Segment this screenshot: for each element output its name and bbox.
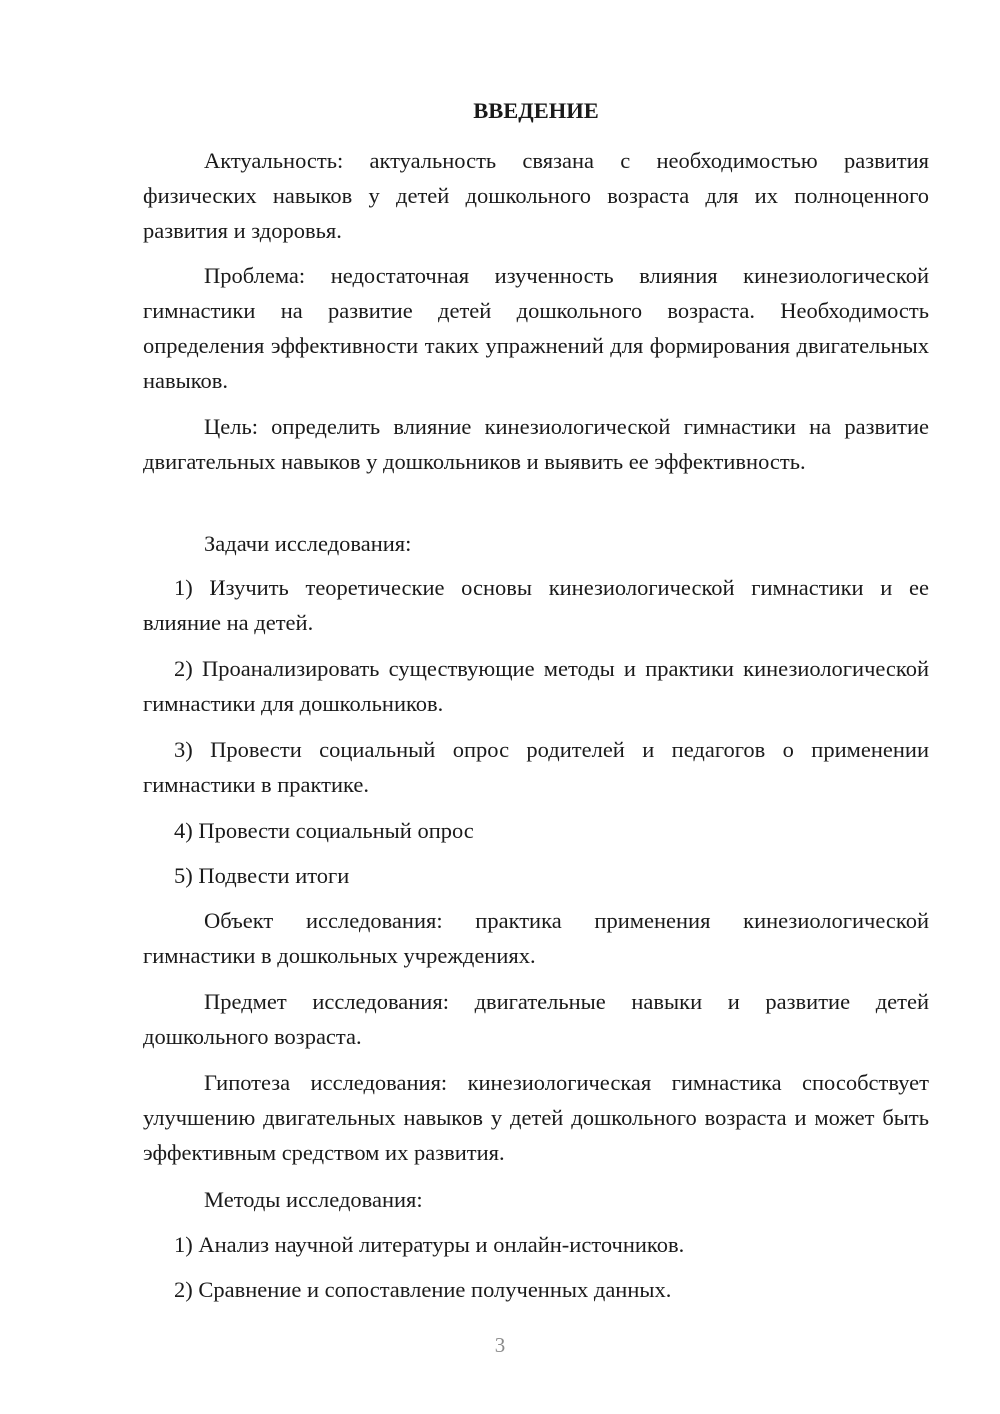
paragraph-object: Объект исследования: практика применения кинезиологической гимнастики в дошкольных учреждениях. — [143, 908, 929, 968]
method-item-2: 2) Сравнение и сопоставление полученных данных. — [174, 1277, 672, 1302]
section-title: ВВЕДЕНИЕ — [473, 98, 599, 123]
paragraph-tasks-heading: Задачи исследования: — [204, 531, 412, 556]
paragraph-subject: Предмет исследования: двигательные навыки и развитие детей дошкольного возраста. — [143, 989, 929, 1049]
paragraph-hypothesis: Гипотеза исследования: кинезиологическая гимнастика способствует улучшению двигательных навыков у детей дошкольного возраста и может быть эффективным средством их развития. — [143, 1070, 929, 1165]
paragraph-methods-heading: Методы исследования: — [204, 1187, 423, 1212]
task-item-3: 3) Провести социальный опрос родителей и педагогов о применении гимнастики в практике. — [143, 737, 929, 797]
method-item-1: 1) Анализ научной литературы и онлайн-источников. — [174, 1232, 685, 1257]
page-number: 3 — [494, 1333, 506, 1357]
task-item-2: 2) Проанализировать существующие методы и практики кинезиологической гимнастики для дошкольников. — [143, 656, 929, 716]
task-item-1: 1) Изучить теоретические основы кинезиологической гимнастики и ее влияние на детей. — [143, 575, 929, 635]
paragraph-problem: Проблема: недостаточная изученность влияния кинезиологической гимнастики на развитие детей дошкольного возраста. Необходимость определения эффективности таких упражнений для формирования двигательных навыков. — [143, 263, 929, 393]
task-item-4: 4) Провести социальный опрос — [174, 818, 474, 843]
paragraph-relevance: Актуальность: актуальность связана с необходимостью развития физических навыков у детей дошкольного возраста для их полноценного развития и здоровья. — [143, 148, 929, 243]
task-item-5: 5) Подвести итоги — [174, 863, 350, 888]
paragraph-goal: Цель: определить влияние кинезиологической гимнастики на развитие двигательных навыков у дошкольников и выявить ее эффективность. — [143, 414, 929, 474]
